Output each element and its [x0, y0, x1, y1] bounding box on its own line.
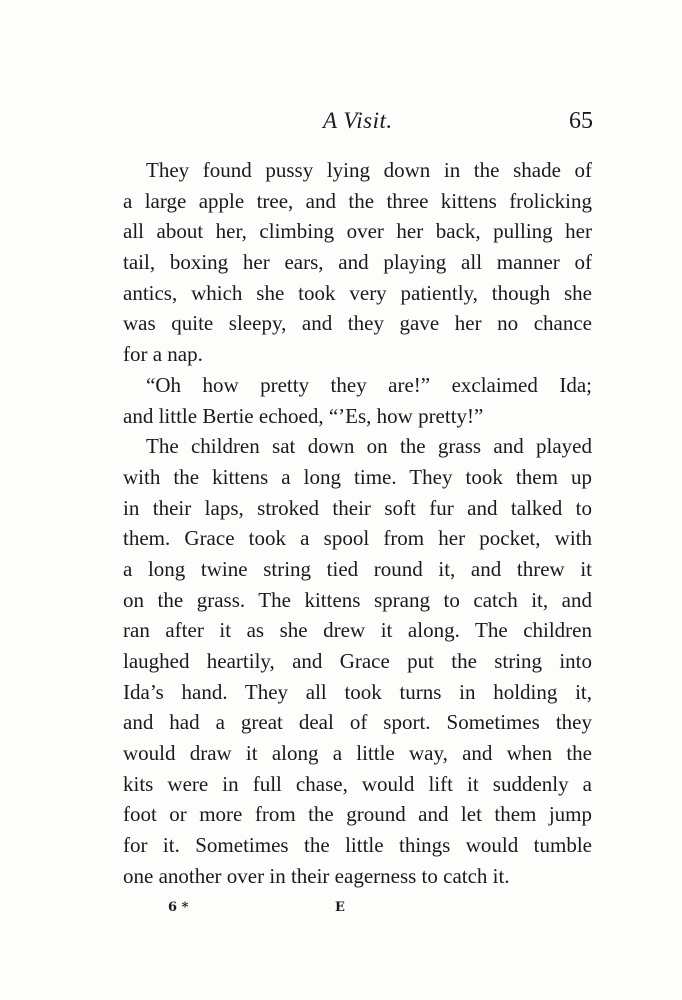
body-text — [123, 155, 592, 892]
text-line: and had a great deal of sport. Sometimes they — [123, 710, 592, 735]
text-line: a long twine string tied round it, and threw it — [123, 556, 592, 581]
text-line: and little Bertie echoed, “’Es, how pretty!” — [123, 403, 484, 428]
text-line: ran after it as she drew it along. The children — [123, 618, 592, 643]
paragraph — [123, 155, 592, 370]
running-header — [123, 108, 593, 138]
paragraph — [123, 431, 592, 891]
text-line: tail, boxing her ears, and playing all manner of — [123, 250, 592, 275]
paragraph — [123, 370, 592, 431]
text-line: on the grass. The kittens sprang to catch it, and — [123, 587, 592, 612]
signature-mark: 6 * — [168, 900, 189, 915]
text-line: kits were in full chase, would lift it suddenly a — [123, 771, 592, 796]
text-line: would draw it along a little way, and when the — [123, 741, 592, 766]
text-line: Ida’s hand. They all took turns in holding it, — [123, 679, 592, 704]
text-line: for it. Sometimes the little things would tumble — [123, 833, 592, 858]
text-line: The children sat down on the grass and played — [146, 434, 592, 459]
text-line: laughed heartily, and Grace put the string into — [123, 649, 592, 673]
text-line: in their laps, stroked their soft fur and talked to — [123, 495, 592, 520]
text-line: They found pussy lying down in the shade of — [146, 158, 592, 182]
text-line: for a nap. — [123, 342, 203, 367]
text-line: one another over in their eagerness to catch it. — [123, 863, 510, 888]
text-line: with the kittens a long time. They took them up — [123, 464, 592, 489]
text-line: antics, which she took very patiently, though she — [123, 280, 592, 305]
signature-letter: E — [335, 900, 345, 915]
text-line: them. Grace took a spool from her pocket, with — [123, 526, 592, 551]
text-line: foot or more from the ground and let them jump — [123, 802, 592, 827]
text-line: was quite sleepy, and they gave her no chance — [123, 311, 592, 336]
text-line: a large apple tree, and the three kittens frolicking — [123, 188, 592, 213]
page-number: 65 — [569, 108, 593, 134]
text-line: all about her, climbing over her back, pulling her — [123, 219, 592, 244]
text-line: “Oh how pretty they are!” exclaimed Ida; — [146, 372, 592, 397]
running-title: A Visit. — [323, 108, 393, 133]
